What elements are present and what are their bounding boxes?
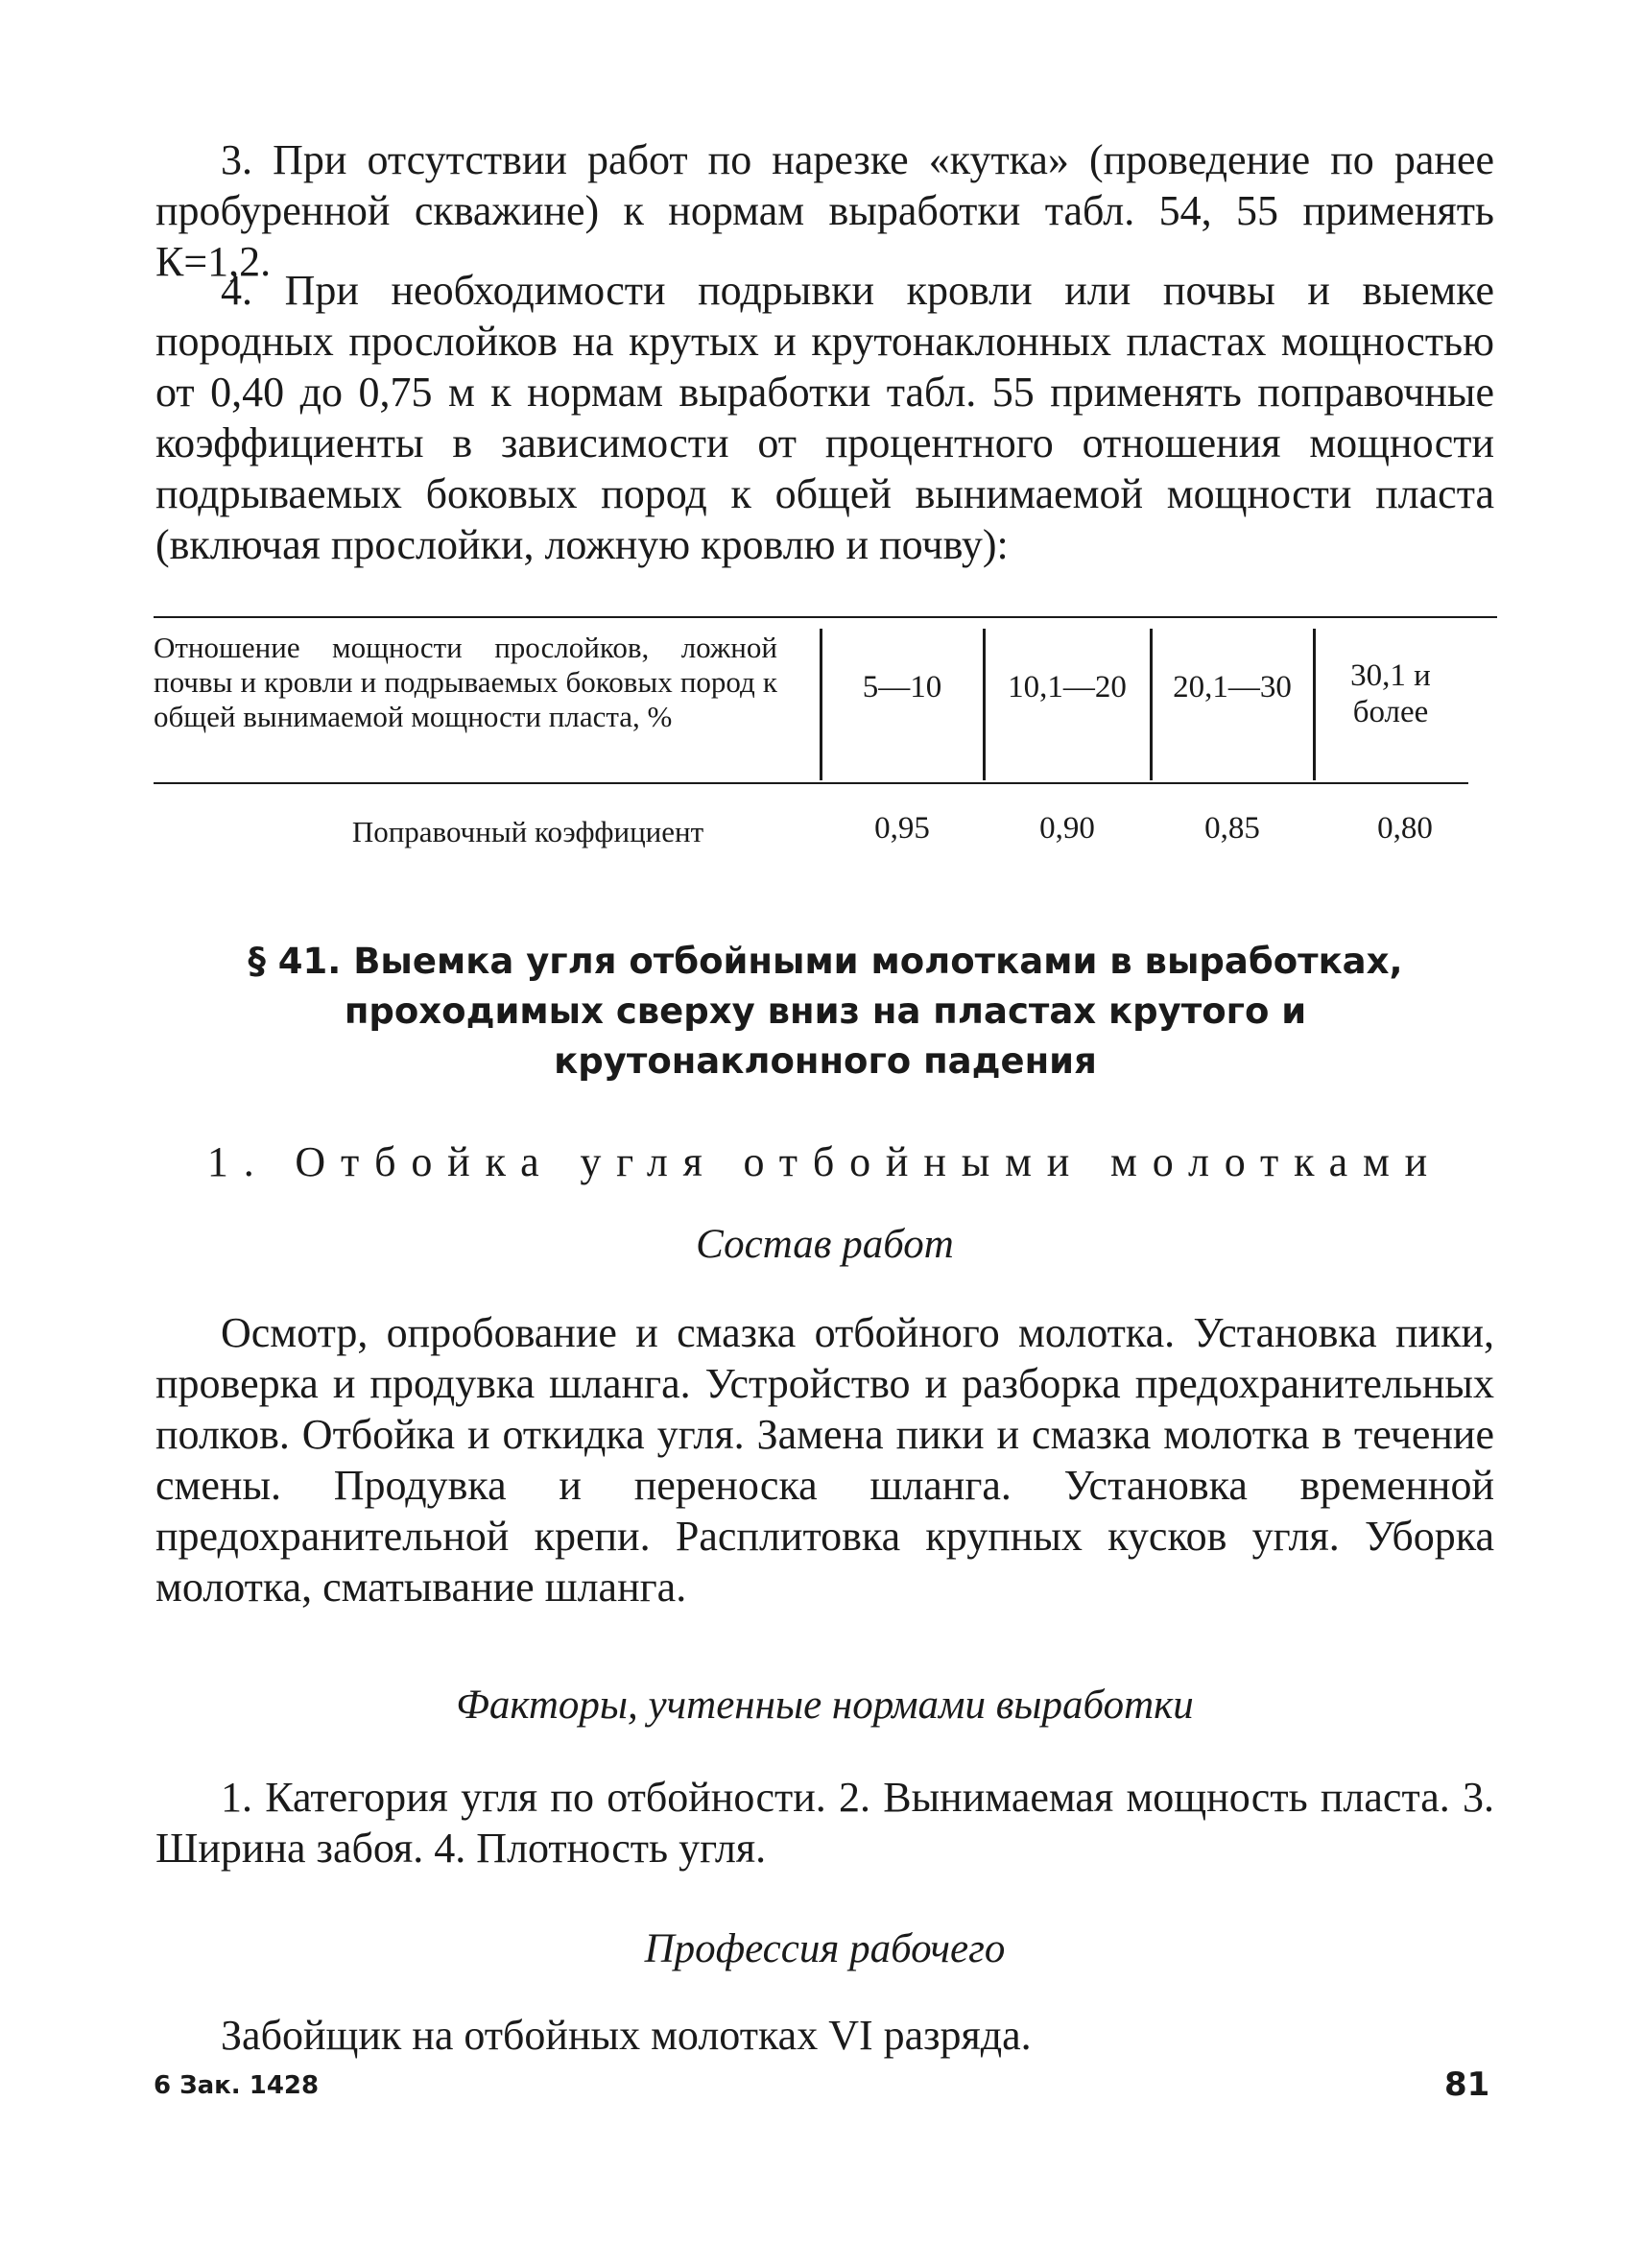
work-text: Осмотр, опробование и смазка отбойного молотка. Установка пики, проверка и продувка шланга. Устройство и разборка предохранительных полков. Отбойка и откидка угля. Замена пики и смазка молотка в течение смены. Продувка и переноска шланга. Установка временной предохранительной крепи. Расплитовка крупных кусков угля. Уборка молотка, сматывание шланга. xyxy=(155,1309,1494,1611)
work-title: Состав работ xyxy=(696,1222,954,1267)
paragraph-4: 4. При необходимости подрывки кровли или почвы и выемке породных прослойков на крутых и крутонаклонных пластах мощностью от 0,40 до 0,75 м к нормам выработки табл. 55 применять поправочные коэффициенты в зависимости от процентного отношения мощности подрываемых боковых пород к общей вынимаемой мощности пласта (включая прослойки, ложную кровлю и почву): xyxy=(155,267,1494,568)
table-column-header: 20,1—30 xyxy=(1173,670,1292,704)
table-divider xyxy=(1150,629,1153,780)
paragraph-3: 3. При отсутствии работ по нарезке «кутка» (проведение по ранее пробуренной скважине) к нормам выработки табл. 54, 55 применять К=1,2. xyxy=(155,136,1494,285)
table-value: 0,95 xyxy=(874,811,930,846)
footer-order-number: 6 Зак. 1428 xyxy=(154,2071,320,2100)
table-divider xyxy=(820,629,822,780)
profession-title: Профессия рабочего xyxy=(644,1926,1006,1971)
table-divider xyxy=(983,629,986,780)
factors-title: Факторы, учтенные нормами выработки xyxy=(456,1683,1194,1728)
factors-text: 1. Категория угля по отбойности. 2. Вынимаемая мощность пласта. 3. Ширина забоя. 4. Плотность угля. xyxy=(155,1774,1494,1872)
table-column-header: 10,1—20 xyxy=(1008,670,1127,704)
profession-text: Забойщик на отбойных молотках VI разряда. xyxy=(221,2012,1032,2059)
table-top-rule xyxy=(154,616,1497,618)
table-value: 0,90 xyxy=(1039,811,1095,846)
table-column-header: 5—10 xyxy=(862,670,942,704)
table-value: 0,80 xyxy=(1377,811,1433,846)
table-divider xyxy=(1313,629,1316,780)
section-heading: § 41. Выемка угля отбойными молотками в выработках, проходимых сверху вниз на пластах крутого и крутонаклонного падения xyxy=(248,941,1403,1082)
table-header-rule xyxy=(154,782,1468,784)
table-value: 0,85 xyxy=(1204,811,1260,846)
table-row-label: Поправочный коэффициент xyxy=(351,815,704,848)
subheading: 1. Отбойка угля отбойными молотками xyxy=(206,1138,1443,1185)
page-number: 81 xyxy=(1444,2065,1490,2104)
table-column-header: 30,1 и более xyxy=(1350,658,1431,729)
table-header-label: Отношение мощности прослойков, ложной почвы и кровли и подрываемых боковых пород к общей вынимаемой мощности пласта, % xyxy=(154,631,777,733)
